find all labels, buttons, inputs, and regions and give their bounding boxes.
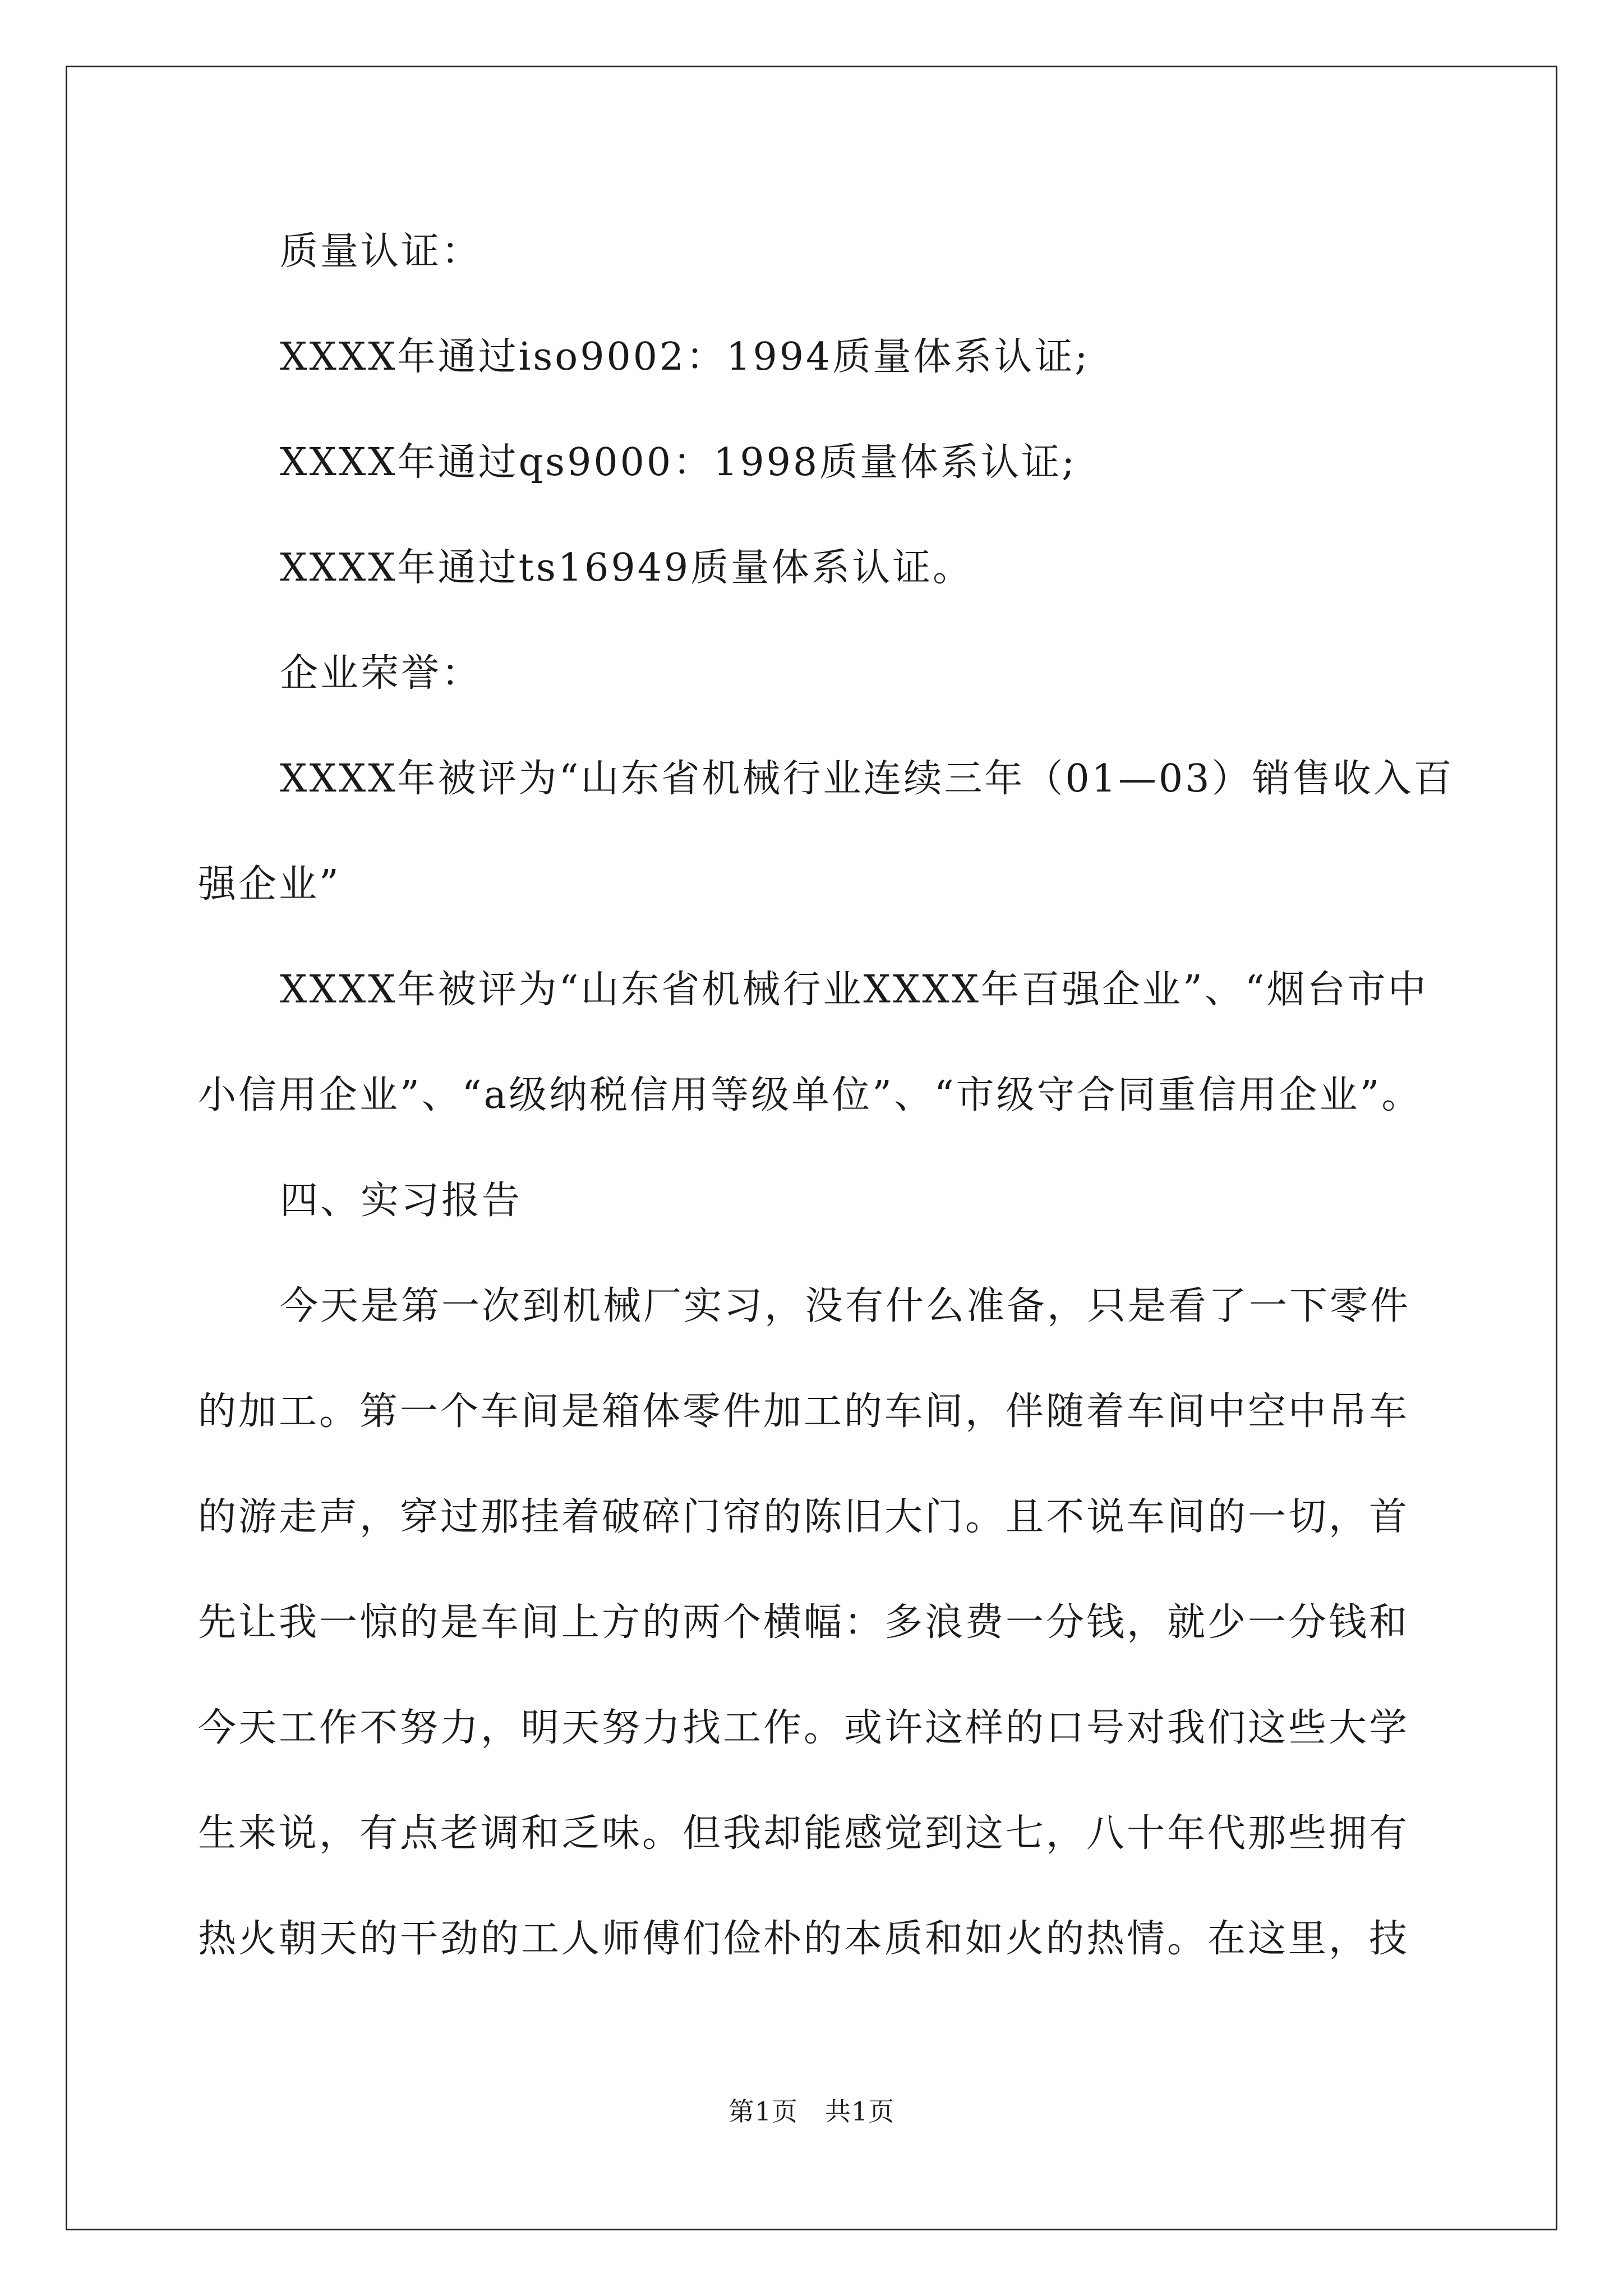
- page-total: 共1页: [825, 2096, 895, 2127]
- page-number: 第1页: [728, 2096, 798, 2127]
- paragraph-honor-2-line-2: 小信用企业”、“a级纳税信用等级单位”、“市级守合同重信用企业”。: [198, 1073, 1422, 1117]
- paragraph-honor-1-line-2: 强企业”: [198, 862, 341, 907]
- paragraph-report-line-4: 先让我一惊的是车间上方的两个横幅：多浪费一分钱，就少一分钱和: [198, 1600, 1410, 1645]
- section-heading-internship-report: 四、实习报告: [280, 1179, 523, 1223]
- paragraph-report-line-5: 今天工作不努力，明天努力找工作。或许这样的口号对我们这些大学: [198, 1706, 1410, 1750]
- paragraph-report-line-7: 热火朝天的干劲的工人师傅们俭朴的本质和如火的热情。在这里，技: [198, 1917, 1410, 1961]
- paragraph-honor-2-line-1: XXXX年被评为“山东省机械行业XXXX年百强企业”、“烟台市中: [280, 968, 1428, 1012]
- paragraph-qs9000: XXXX年通过qs9000：1998质量体系认证;: [280, 440, 1077, 485]
- paragraph-ts16949: XXXX年通过ts16949质量体系认证。: [280, 546, 974, 590]
- paragraph-honor-1-line-1: XXXX年被评为“山东省机械行业连续三年（01—03）销售收入百: [280, 757, 1454, 801]
- paragraph-report-line-1: 今天是第一次到机械厂实习，没有什么准备，只是看了一下零件: [280, 1284, 1411, 1328]
- document-body: [198, 199, 1555, 1992]
- paragraph-report-line-3: 的游走声，穿过那挂着破碎门帘的陈旧大门。且不说车间的一切，首: [198, 1495, 1410, 1539]
- paragraph-iso9002: XXXX年通过iso9002：1994质量体系认证;: [280, 335, 1090, 379]
- paragraph-quality-heading: 质量认证：: [280, 229, 482, 274]
- paragraph-report-line-6: 生来说，有点老调和乏味。但我却能感觉到这七，八十年代那些拥有: [198, 1811, 1410, 1856]
- paragraph-report-line-2: 的加工。第一个车间是箱体零件加工的车间，伴随着车间中空中吊车: [198, 1389, 1410, 1434]
- page-footer: [0, 2091, 1623, 2128]
- paragraph-honors-heading: 企业荣誉：: [280, 651, 482, 696]
